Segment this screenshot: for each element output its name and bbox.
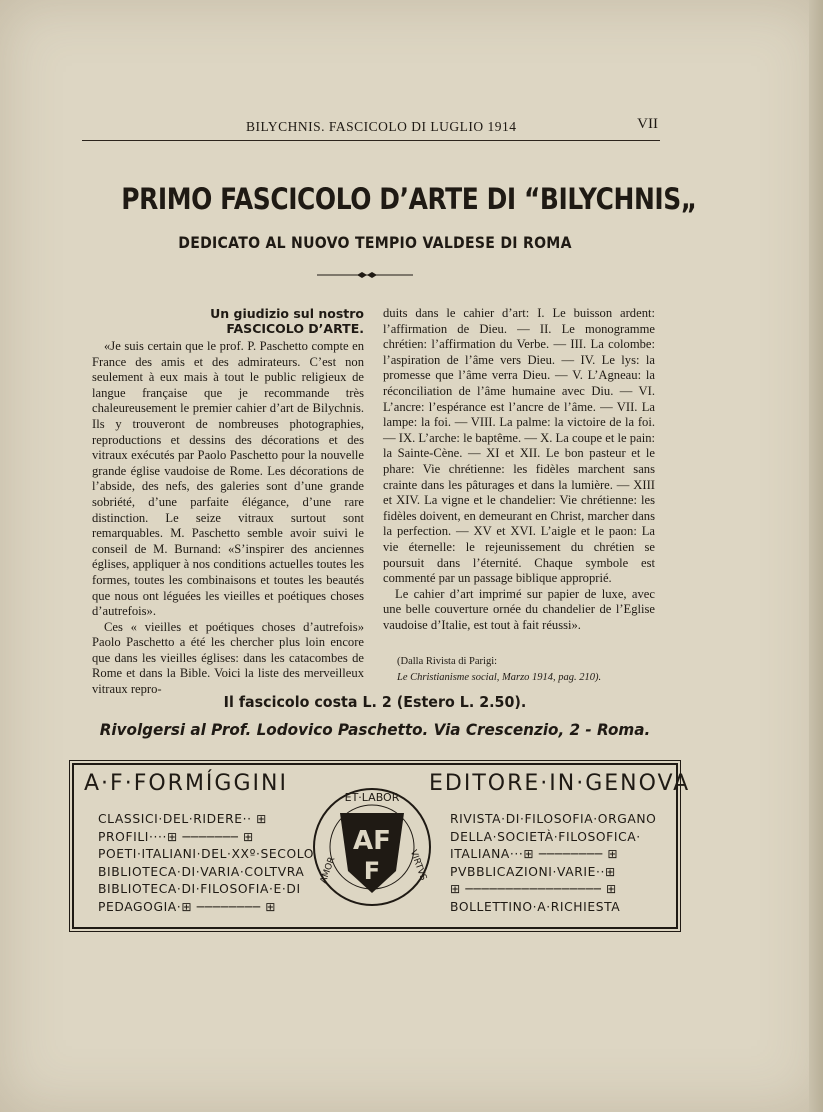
right-paragraph-2: Le cahier d’art imprimé sur papier de luxe, avec une belle couverture ornée du chandelier de l’Eglise vaudoise d’Italie, est tout à fait réussi». (383, 586, 655, 632)
advert-title-right: EDITORE·IN·GENOVA (429, 771, 691, 796)
advert-item: BIBLIOTECA·DI·FILOSOFIA·E·DI (98, 882, 301, 897)
advert-item: CLASSICI·DEL·RIDERE·· ⊞ (98, 812, 268, 826)
price-line: Il fascicolo costa L. 2 (Estero L. 2.50). (223, 693, 527, 711)
advert-item: ITALIANA···⊞ ──────── ⊞ (450, 847, 619, 862)
source-line-2: Le Christianisme social, Marzo 1914, pag. 210). (397, 672, 602, 683)
advert-item: RIVISTA·DI·FILOSOFIA·ORGANO (450, 812, 657, 826)
emblem-letters-bottom: F (363, 857, 381, 885)
running-header (82, 116, 660, 141)
divider-ornament (315, 270, 415, 280)
formiggini-advert (72, 763, 691, 929)
address-line: Rivolgersi al Prof. Lodovico Paschetto. Via Crescenzio, 2 - Roma. (99, 720, 651, 739)
left-paragraph-1: «Je suis certain que le prof. P. Paschetto compte en France des amis et des admirateurs. C’est non seulement à eux mais à tout le public religieux de langue française que je recommande très chaleureusement le premier cahier d’art de Bilychnis. Ils y trouveront de nombreuses photographies, reproductions et dessins des décorations et des vitraux exécutés par Paolo Paschetto pour la nouvelle grande église vaudoise de Rome. Les décorations de l’abside, des nefs, des galeries sont d’une grande sobriété, d’une parfaite élégance, d’une rare distinction. Le seize vitraux surtout sont remarquables. M. Paschetto semble avoir suivi le conseil de M. Burnand: «S’inspirer des anciennes églises, appliquer à nos conditions actuelles toutes les formes, toutes les combinaisons et toutes les beautés que nous ont léguées les vieilles et poétiques choses d’autrefois». (92, 339, 364, 619)
left-column (92, 306, 364, 698)
source-citation (383, 654, 663, 686)
heading-line-2: FASCICOLO D’ARTE. (226, 321, 364, 336)
right-paragraph-1: duits dans le cahier d’art: I. Le buisson ardent: l’affirmation de Dieu. — II. Le monogramme chrétien: l’affirmation du Verbe. — III. La colombe: l’aspiration de l’âme vers Dieu. — IV. Le lys: la promesse que l’âme verra Dieu. — V. L’Agneau: la réconciliation de l’âme humaine avec Diu. — VI. L’ancre: l’espérance est l’ancre de l’âme. — VII. La lampe: la foi. — VIII. La palme: la victoire de la foi. — IX. L’arche: le baptême. — X. La coupe et le pain: la Sainte-Cène. — XI et XII. Le bon pasteur et le phare: Vie chrétienne: les fidèles marchent sans crainte dans les pâturages et dans la lumière. — XIII et XIV. La vigne et le chandelier: Vie chrétienne: les fidèles doivent, en demeurant en Christ, marcher dans la perfection. — XV et XVI. L’aigle et le paon: La vie éternelle: le rejeunissement du chrétien se poursuit dans l’éternité. Chaque symbole est commenté par un passage biblique approprié. (383, 306, 655, 586)
advert-item: PROFILI····⊞ ─────── ⊞ (98, 829, 254, 844)
advert-list-left (98, 811, 314, 917)
publisher-emblem (310, 771, 434, 921)
right-column (383, 306, 655, 633)
emblem-motto-left: AMOR (318, 855, 338, 885)
heading-line-1: Un giudizio sul nostro (210, 306, 364, 321)
advert-item: POETI·ITALIANI·DEL·XXº·SECOLO (98, 847, 315, 862)
subtitle: DEDICATO AL NUOVO TEMPIO VALDESE DI ROMA (178, 233, 572, 252)
advert-list-right (450, 811, 656, 917)
advert-item: PVBBLICAZIONI·VARIE··⊞ (450, 864, 616, 879)
advert-item: BOLLETTINO·A·RICHIESTA (450, 899, 621, 914)
advert-item: ⊞ ───────────────── ⊞ (450, 882, 617, 897)
header-title: BILYCHNIS. FASCICOLO DI LUGLIO 1914 (246, 119, 517, 134)
emblem-motto-right: VIRTVS (407, 848, 429, 882)
emblem-letters-top: AF (353, 826, 391, 856)
column-heading (92, 306, 364, 336)
advert-item: DELLA·SOCIETÀ·FILOSOFICA· (450, 829, 641, 844)
main-title: PRIMO FASCICOLO D’ARTE DI “BILYCHNIS„ (121, 182, 697, 216)
source-line-1: (Dalla Rivista di Parigi: (397, 656, 498, 667)
left-paragraph-2: Ces « vieilles et poétiques choses d’autrefois» Paolo Paschetto a été les chercher plus loin encore que dans les vieilles églises: dans les catacombes de Rome et dans la Bible. Voici la liste des merveilleux vitraux repro- (92, 619, 364, 697)
advert-title-left: A·F·FORMÍGGINI (84, 771, 288, 796)
advert-item: BIBLIOTECA·DI·VARIA·COLTVRA (98, 864, 305, 879)
advert-item: PEDAGOGIA·⊞ ──────── ⊞ (98, 899, 277, 914)
page-number: VII (637, 116, 658, 132)
emblem-motto-top: ET·LABOR (344, 791, 400, 804)
page-edge-strip (809, 0, 823, 1112)
